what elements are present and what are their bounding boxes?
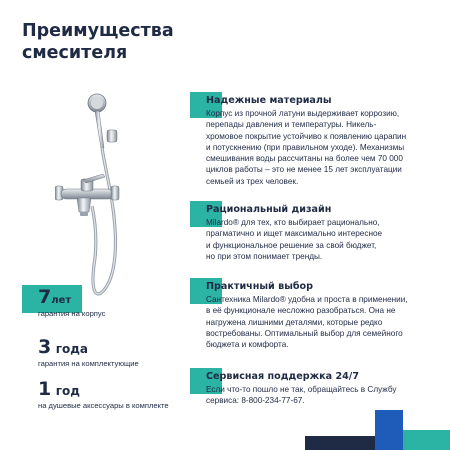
feature-text-line: но при этом понимает тренды. [206,251,323,261]
stat-unit: год [55,384,80,398]
feature-title: Практичный выбор [206,281,314,292]
stat-number: 3 [38,336,52,358]
stat-number: 7 [38,286,52,308]
page-title [22,20,242,64]
stat-number: 1 [38,378,52,400]
feature-text-line: нагружена лишними деталями, которые редко [206,317,383,327]
stat-caption: гарантия на корпус [38,309,106,318]
stat-unit: года [55,342,88,356]
feature-text-line: Сантехника Milardo® удобна и проста в применении, [206,295,408,304]
feature-text-line: и потускнению (при правильном уходе). Механизмы [206,142,405,152]
feature-text [206,384,440,407]
decor-teal-block [403,430,450,450]
feature-practical [190,278,440,350]
shower-mixer-illustration [55,88,170,303]
stat-caption: гарантия на комплектующие [38,359,139,368]
stat-unit: лет [51,295,72,306]
feature-text-line: востребованы. Оптимальный выбор для семейного [206,328,403,338]
stat-caption: на душевые аксессуары в комплекте [38,401,169,410]
feature-text [206,294,440,350]
feature-text-line: Milardo® для тех, кто выбирает рационально, [206,218,380,227]
feature-materials [190,92,440,187]
feature-text [206,108,440,187]
feature-text-line: Если что-то пошло не так, обращайтесь в Службу [206,385,397,394]
feature-text-line: семьей из трех человек. [206,176,299,186]
feature-service [190,368,440,407]
decor-navy-block [305,436,375,450]
feature-title: Рациональный дизайн [206,204,332,215]
page-title-line-2: смесителя [22,43,128,63]
stat-warranty-body [38,286,105,318]
feature-text-line: прагматично и ищет максимально интересное [206,229,383,239]
feature-text-line: хромовое покрытие устойчиво к появлению царапин [206,131,407,141]
stat-warranty-parts [38,336,139,368]
feature-text-line: циклов работы – это не менее 15 лет эксплуатации [206,165,402,175]
feature-text-line: смешивания воды рассчитаны на более чем 70 000 [206,154,403,164]
stat-warranty-accessories [38,378,169,410]
feature-text-line: перепады давления и температуры. Никель- [206,120,377,130]
feature-text [206,217,440,262]
feature-design [190,201,440,262]
feature-text-line: Корпус из прочной латуни выдерживает коррозию, [206,109,400,118]
feature-title: Надежные материалы [206,95,332,106]
feature-text-line: в её функционале несложно разобраться. Она не [206,306,396,316]
decor-blue-block [375,410,403,450]
page-title-line-1: Преимущества [22,21,174,41]
feature-text-line: бюджета и комфорта. [206,340,289,350]
feature-text-line: сервиса: 8-800-234-77-67. [206,396,305,406]
feature-title: Сервисная поддержка 24/7 [206,371,359,382]
feature-text-line: и функциональное решение за свой бюджет, [206,240,377,250]
